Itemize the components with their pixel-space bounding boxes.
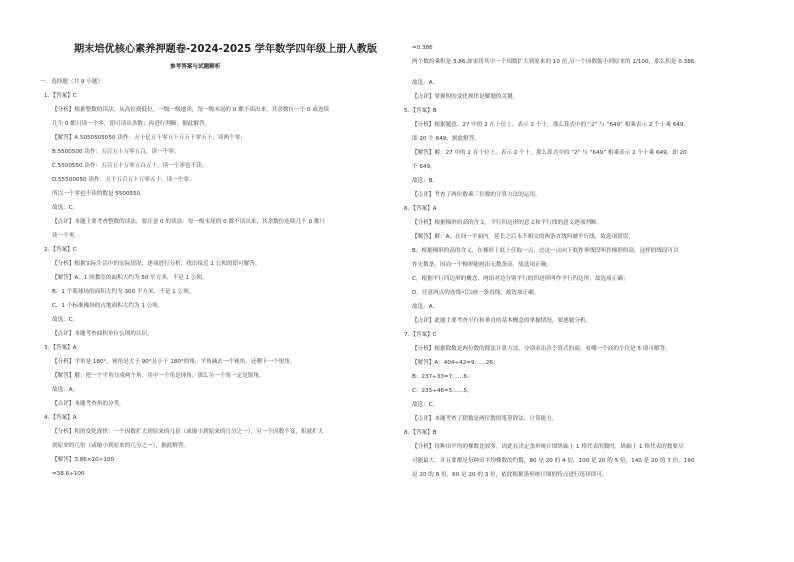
text-line: 【点评】本题考查角的分类。 xyxy=(52,401,125,407)
text-line: D，任意两点的连线可以画一条直线，故选项正确。 xyxy=(412,290,540,296)
text-line: 【点评】此题主要考查平行和垂直的基本概念的掌握情况，要逐题分析。 xyxy=(412,318,592,324)
text-line: 即 20 个 649；据此解答。 xyxy=(412,136,480,142)
document-title: 期末培优核心素养押题卷-2024-2025 学年数学四年级上册人教版 xyxy=(74,44,378,55)
text-line: 故选：C。 xyxy=(52,317,79,323)
text-line: 故选：A。 xyxy=(412,80,439,86)
text-line: 5．【答案】B xyxy=(404,108,437,114)
text-line: 几个 0 都只读一个零，即可读出各数；再进行判断，据此解答。 xyxy=(52,121,211,127)
text-line: 【点评】考查了两位数乘三位数的计算方法的运用。 xyxy=(412,192,541,198)
text-line: B，根据梯形的高的含义，在梯形上底上任取一点，过这一点向下底作垂线段叫作梯形的高，这样的线段可以 xyxy=(412,248,679,254)
text-line: 【分析】积的变化规律：一个因数扩大到原来的几倍（或缩小到原来的几分之一），另一个因数不变，积就扩大 xyxy=(52,429,324,435)
text-line: 两个数的乘积是 3.86,如果将其中一个因数扩大到原来的 10 倍,另一个因数缩小到原来的 1/100，那么积是 0.386。 xyxy=(412,59,700,65)
text-line: 2．【答案】C xyxy=(44,247,77,253)
text-line: 【点评】掌握积的变化规律是解题的关键。 xyxy=(412,94,519,100)
text-line: 读一个零。 xyxy=(52,233,80,239)
text-line: D.55500050 读作：五千五百五十万零五十，读一个零。 xyxy=(52,177,195,183)
text-line: 【分析】平角是 180°，钝角是大于 90°且小于 180°的角，平角减去一个钝角，还剩下一个锐角。 xyxy=(52,359,296,365)
text-line: 【点评】本题考查了除数是两位数的笔算除法、计算能力。 xyxy=(412,416,558,422)
text-line: 【分析】根据实际生活中的实际情况，逐项进行分析，找出接近 1 公顷的即可解答。 xyxy=(52,261,261,267)
text-line: C．1 个标准操场的占地面积大约为 1 公顷。 xyxy=(52,303,164,309)
text-line: 【分析】每种田平均的棵数比较多，因此在决定条形统计图纵轴上 1 格代表的数时，纵轴上 1 格代表的数要尽 xyxy=(412,444,684,450)
text-line: 【解答】解：A，在同一平面内，延长之后永不相交的两条直线叫做平行线，故选项错误； xyxy=(412,234,634,240)
text-line: 一．选择题（共 9 小题） xyxy=(40,79,104,85)
text-line: 【点评】本题考查面积单位公顷的认识。 xyxy=(52,331,153,337)
text-line: 【分析】根据题意，27 中的 2 在十位上，表示 2 个十，那么算式中的 “2” 与 “649” 相乘表示 2 个十乘 649, xyxy=(412,122,686,128)
text-line: 【解答】A.5050505050 读作：五十亿五千零五十万五千零五十，读两个零； xyxy=(52,135,246,141)
text-line: 故选：B。 xyxy=(412,178,439,184)
text-line: B.5500500 读作：五百五十万零五百，读一个零； xyxy=(52,149,180,155)
text-line: 【分析】根据梯形的高的含义，平行四边形的意义和平行线的意义逐项判断。 xyxy=(412,220,603,226)
text-line: C：235÷46=5……5。 xyxy=(412,388,473,394)
text-line: C.5500550 读作：五百五十万零五百五十，读一个零也不读； xyxy=(52,163,208,169)
text-line: 4．【答案】A xyxy=(44,415,77,421)
text-line: C，根据平行四边形的概念，两组对边分别平行的四边形叫作平行四边形，故选项正确； xyxy=(412,276,629,282)
text-line: 所以一个零也不读的数是 5500550。 xyxy=(52,191,146,197)
text-line: 故选：A。 xyxy=(52,387,79,393)
text-line: 是 20 的 8 倍，60 是 20 的 3 倍，依此根据条形统计图的特点进行选择即可。 xyxy=(412,472,608,478)
text-line: 1．【答案】C xyxy=(44,93,77,99)
text-line: 【解答】A：404÷42=9……26； xyxy=(412,360,499,366)
text-line: 【分析】根据除数是两位数的除法计算方法，分别求出各个算式的商，看哪一个商的个位是 5 即可解答。 xyxy=(412,346,671,352)
text-line: 8．【答案】B xyxy=(404,430,437,436)
text-line: 可能最大，并且要都是每种田平均棵数的约数，80 是 20 的 4 倍，100 是 20 的 5 倍，140 是 20 的 7 倍，160 xyxy=(412,458,695,464)
document-subtitle: 参考答案与试题解析 xyxy=(170,64,221,70)
text-line: 到原来的几倍（或缩小到原来的几分之一），据此解答。 xyxy=(52,443,190,449)
text-line: B：237÷33=7……6； xyxy=(412,374,473,380)
text-line: 7．【答案】C xyxy=(404,332,437,338)
text-line: 【解答】解：27 中的 2 在十位上，表示 2 个十，那么算式中的 “2” 与 “649” 相乘表示 2 个十乘 649，即 20 xyxy=(412,150,687,156)
text-line: 作无数条，因而一个梯形能画出无数条高，故选项正确； xyxy=(412,262,552,268)
text-line: 【解答】3.86×10÷100 xyxy=(52,457,114,463)
text-line: 6．【答案】A xyxy=(404,206,437,212)
text-line: 故选：C。 xyxy=(52,205,79,211)
text-line: 【分析】根据整数的读法，从高位到低位，一级一级地读，每一级末尾的 0 都不读出来，其余数位一个 0 或连续 xyxy=(52,107,330,113)
text-line: =0.386 xyxy=(412,45,433,51)
text-line: B．1 个篮球场的面积大约为 300 平方米，不是 1 公顷。 xyxy=(52,289,195,295)
text-line: 故选：C。 xyxy=(412,402,439,408)
text-line: 【点评】本题主要考查整数的读法，要注意 0 的读法：每一级末尾的 0 都不读出来，其余数位连续几个 0 都只 xyxy=(52,219,326,225)
text-line: 【解答】解：把一个平角分成两个角，其中一个角是钝角，那么另一个角一定是锐角。 xyxy=(52,373,265,379)
text-line: =38.6÷100 xyxy=(52,471,85,477)
text-line: 个 649。 xyxy=(412,164,436,170)
text-line: 【解答】A．1 间教室的面积大约为 50 平方米，不是 1 公顷。 xyxy=(52,275,208,281)
text-line: 故选：A。 xyxy=(412,304,439,310)
text-line: 3．【答案】A xyxy=(44,345,77,351)
